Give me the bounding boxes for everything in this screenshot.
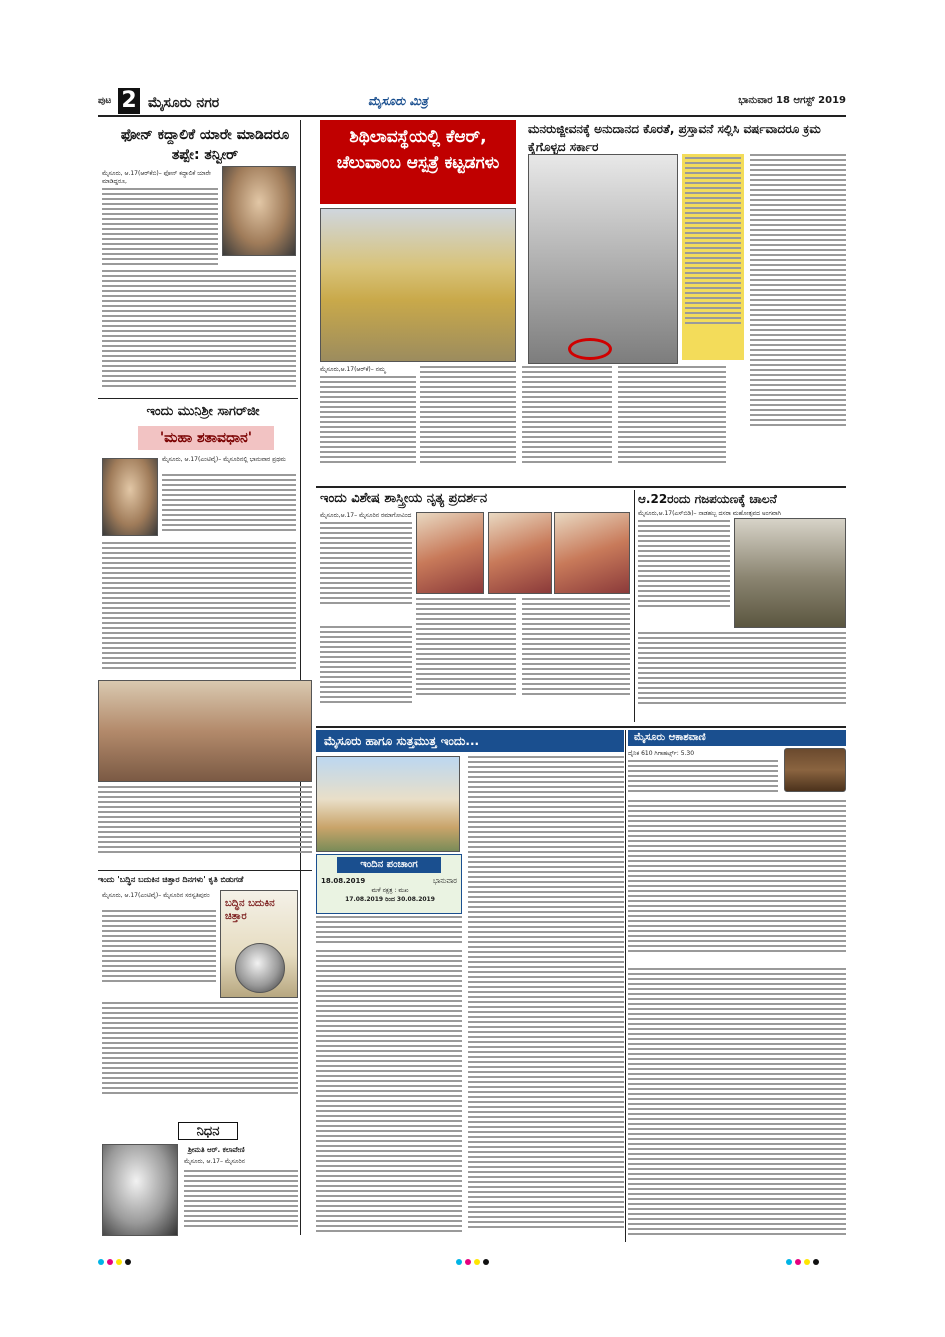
obituary-dateline: ಮೈಸೂರು, ಆ.17– ಮೈಸೂರಿನ [184, 1158, 245, 1165]
registration-marks-center [456, 1250, 516, 1258]
dance-dateline: ಮೈಸೂರು,ಆ.17– ಮೈಸೂರಿನ ರಮಾಗೋವಿಂದ [320, 512, 412, 519]
radio-schedule-narrow [628, 760, 778, 796]
lead-body-col5 [750, 154, 846, 480]
obituary-photo [102, 1144, 178, 1236]
lead-body-col1 [320, 376, 416, 482]
lead-headline: ಶಿಥಿಲಾವಸ್ಥೆಯಲ್ಲಿ ಕೆಆರ್, ಚೆಲುವಾಂಬ ಆಸ್ಪತ್ರೆ ಕಟ್ಟಡಗಳು [320, 120, 516, 204]
left-column-rule [300, 120, 301, 1235]
obituary-name: ಶ್ರೀಮತಿ ಆರ್. ಕಲಾವೇಣಿ [188, 1146, 245, 1154]
panchanga-date: 18.08.2019 [321, 877, 366, 885]
elephant-dateline: ಮೈಸೂರು,ಆ.17(ಎಸ್‌ಬಿಡಿ)– ನಾಡಹಬ್ಬ ದಸರಾ ಮಹೋತ್ಸವದ ಅಂಗವಾಗಿ [638, 510, 781, 517]
mysore-palace-photo [316, 756, 460, 852]
radio-first-line: ದೈನಿಕ 610 ಗಿಗಾಹರ್ಟ್ಸ್: 5.30 [628, 750, 695, 757]
lead-bottom-rule [316, 486, 846, 488]
event-group-photo [98, 680, 312, 782]
story-divider-2 [98, 870, 312, 871]
newspaper-page [98, 88, 846, 1242]
lead-body-col3 [522, 366, 612, 482]
radio-schedule [628, 800, 846, 960]
dance-body-col1b [320, 626, 412, 722]
book-release-body [102, 1002, 298, 1110]
book-release-headline: ಇಂದು 'ಬದ್ಧಿನ ಬದುಕಿನ ಚಿತ್ತಾರ ದಿನಗಳು' ಕೃತಿ ಬಿಡುಗಡೆ [98, 875, 244, 884]
sagarji-body-narrow [162, 474, 296, 538]
author-photo [235, 943, 285, 993]
sagarji-headline: 'ಮಹಾ ಶತಾವಧಾನ' [138, 426, 274, 450]
elephant-body-narrow [638, 520, 730, 628]
story-divider-1 [98, 398, 298, 399]
page-number: 2 [118, 88, 140, 114]
obituary-body [184, 1170, 298, 1236]
book-cover-image [220, 890, 298, 998]
kr-hospital-caption [682, 154, 744, 360]
section-tag: ಪುಟ [98, 96, 112, 106]
events-divider [625, 730, 626, 1242]
section-title: ಮೈಸೂರು ನಗರ [148, 95, 220, 111]
radio-set-image [784, 748, 846, 792]
events-list-col1 [316, 950, 462, 1242]
masthead: ಮೈಸೂರು ಮಿತ್ರ [368, 94, 428, 108]
lead-body-col4 [618, 366, 726, 482]
panchanga-box [316, 854, 462, 914]
kr-hospital-photo [528, 154, 678, 364]
panchanga-day: ಭಾನುವಾರ [432, 877, 457, 885]
phone-tapping-headline: ಫೋನ್ ಕದ್ದಾಲಿಕೆ ಯಾರೇ ಮಾಡಿದರೂ ತಪ್ಪೇ: ತನ್ವೀರ್ [120, 127, 290, 163]
mid-rule [316, 726, 846, 728]
dancers-photo-1 [416, 512, 484, 594]
phone-tapping-dateline: ಮೈಸೂರು, ಆ.17(ಆರ್‌ಕೆಬಿ)– ಫೋನ್ ಕದ್ದಾಲಿಕೆ ಯಾರೇ ಮಾಡಿದ್ದರೂ, [102, 170, 211, 185]
panchanga-nakshatra: ಮಳೆ ನಕ್ಷತ್ರ : ಮಖ [371, 887, 409, 894]
panchanga-range: 17.08.2019 ರಿಂದ 30.08.2019 [345, 896, 435, 903]
damage-highlight-circle [568, 338, 612, 360]
dance-right-rule [634, 490, 635, 722]
dance-body-col1 [320, 522, 412, 622]
chaluvamba-hospital-photo [320, 208, 516, 362]
lead-sub-headline: ಮನರುಜ್ಜೀವನಕ್ಕೆ ಅನುದಾನದ ಕೊರತೆ, ಪ್ರಸ್ತಾವನೆ ಸಲ್ಲಿಸಿ ವರ್ಷವಾದರೂ ಕ್ರಮ ಕೈಗೊಳ್ಳದ ಸರ್ಕಾರ [528, 122, 821, 154]
book-release-body-narrow [102, 910, 216, 996]
dance-body-col3 [522, 598, 630, 722]
dance-body-col2 [416, 598, 516, 722]
sagarji-body [102, 542, 296, 674]
elephant-body [638, 632, 846, 722]
events-banner: ಮೈಸೂರು ಹಾಗೂ ಸುತ್ತಮುತ್ತ ಇಂದು... [316, 730, 624, 752]
lead-dateline: ಮೈಸೂರು,ಆ.17(ಆರ್‌ಕೆ)– ನಮ್ಮ [320, 366, 386, 373]
registration-marks-right [786, 1250, 846, 1258]
lead-body-col2 [420, 366, 516, 482]
obituary-heading: ನಿಧನ [178, 1122, 238, 1140]
sagarji-photo [102, 458, 158, 536]
elephant-headline: ಆ.22ರಂದು ಗಜಪಯಣಕ್ಕೆ ಚಾಲನೆ [638, 492, 777, 506]
page-header [98, 88, 846, 114]
phone-tapping-body [102, 188, 218, 268]
radio-banner: ಮೈಸೂರು ಆಕಾಶವಾಣಿ [628, 730, 846, 746]
event-group-caption [98, 786, 312, 864]
panchanga-title: ಇಂದಿನ ಪಂಚಾಂಗ [337, 857, 441, 873]
sagarji-kicker: ಇಂದು ಮುನಿಶ್ರೀ ಸಾಗರ್‌ಜೀ [146, 404, 260, 419]
dance-headline: ಇಂದು ವಿಶೇಷ ಶಾಸ್ತ್ರೀಯ ನೃತ್ಯ ಪ್ರದರ್ಶನ [320, 491, 488, 506]
header-rule [98, 115, 846, 117]
dancers-photo-3 [554, 512, 630, 594]
dancers-photo-2 [488, 512, 552, 594]
phone-tapping-body-full [102, 270, 296, 392]
sagarji-dateline: ಮೈಸೂರು, ಆ.17(ಎಂಟಿವೈ)– ಮೈಸೂರಿನಲ್ಲಿ ಭಾನುವಾರ ಪ್ರಥಮ [162, 456, 286, 463]
book-release-dateline: ಮೈಸೂರು, ಆ.17(ಎಂಟಿವೈ)– ಮೈಸೂರಿನ ಸರಸ್ವತಿಪುರಂ [102, 892, 210, 899]
events-list-col2 [468, 756, 624, 1242]
panchanga-details [316, 916, 462, 946]
events-list-col3 [628, 968, 846, 1242]
registration-marks-left [98, 1250, 158, 1258]
tanveer-photo [222, 166, 296, 256]
elephant-procession-photo [734, 518, 846, 628]
book-cover-title: ಬದ್ಧಿನ ಬದುಕಿನ ಚಿತ್ತಾರ [225, 898, 275, 922]
issue-date: ಭಾನುವಾರ 18 ಆಗಸ್ಟ್ 2019 [738, 95, 846, 106]
